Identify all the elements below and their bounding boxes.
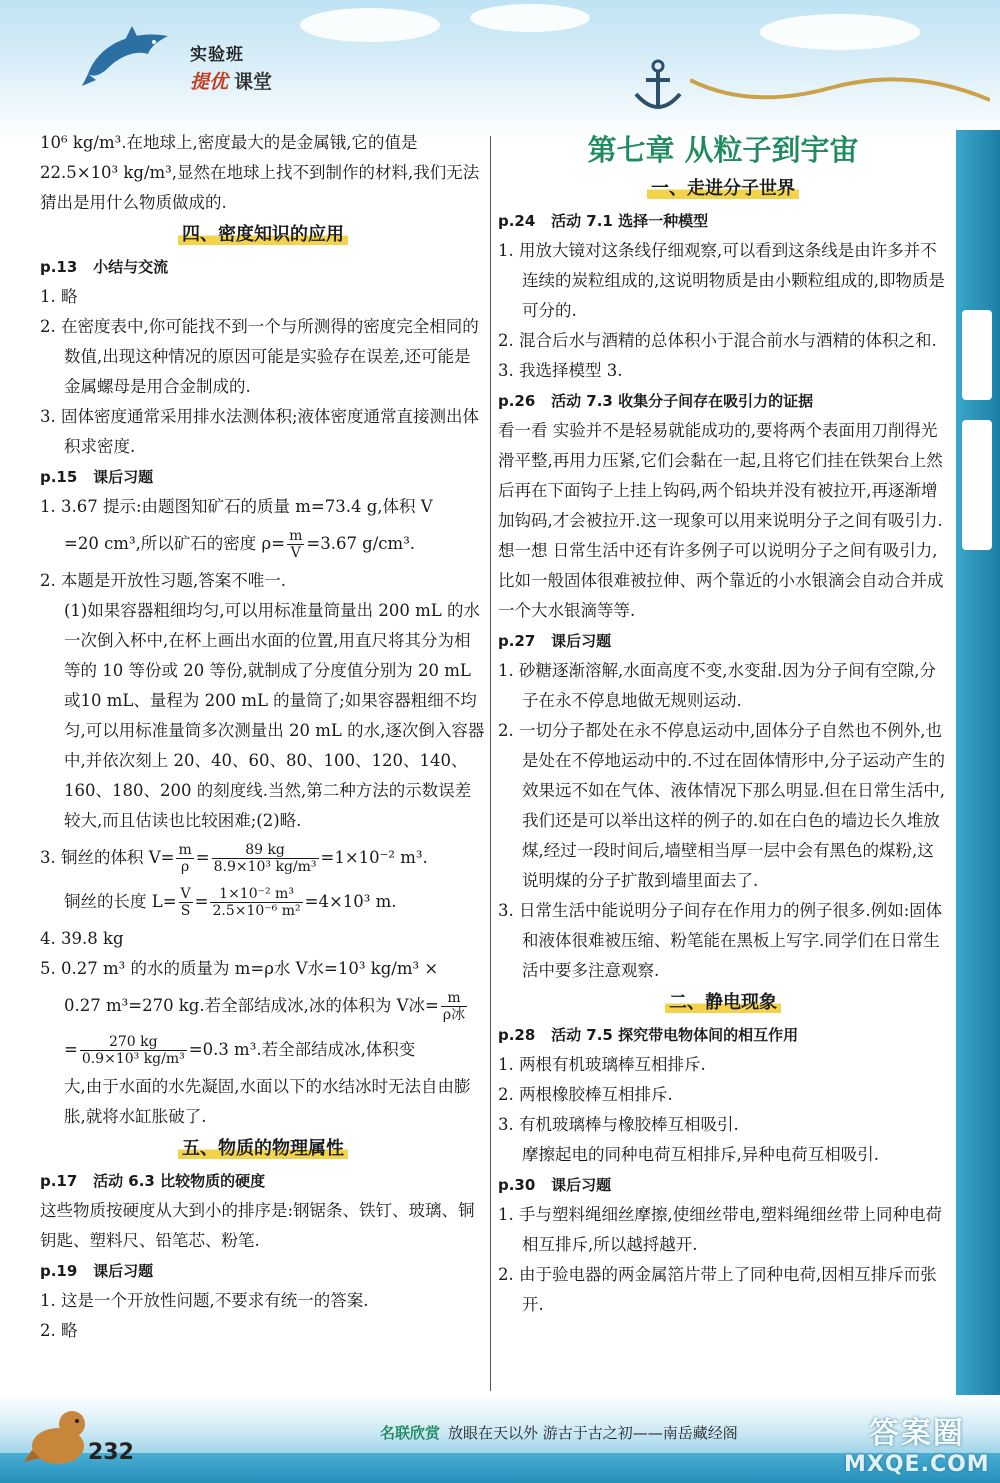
activity-heading: p.30 课后习题	[498, 1176, 612, 1194]
answer-item: 1. 这是一个开放性问题,不要求有统一的答案.	[40, 1291, 369, 1310]
answer-item: 1. 两根有机玻璃棒互相排斥.	[498, 1055, 706, 1074]
footer-quote	[380, 1422, 738, 1443]
right-column	[498, 128, 948, 1320]
logo-bottom-text: 课堂	[234, 71, 273, 93]
logo-top-text: 实验班	[190, 45, 244, 65]
equation-line: = $\frac{270 kg}{\text{0.9×10³ kg/m³}}$ =0.3 m³.若全部结成冰,体积变	[64, 1034, 416, 1067]
answer-item: 3. 日常生活中能说明分子间存在作用力的例子很多.例如:固体和液体很难被压缩、粉笔能在黑板上写字.同学们在日常生活中要多注意观察.	[498, 901, 943, 980]
anchor-icon	[628, 58, 688, 118]
answer-item: 1. 用放大镜对这条线仔细观察,可以看到这条线是由许多并不连续的炭粒组成的,这说明物质是由小颗粒组成的,即物质是可分的.	[498, 241, 945, 320]
answer-item: 5. 0.27 m³ 的水的质量为 m=ρ水 V水=10³ kg/m³ ×	[40, 959, 439, 978]
section-heading: 四、密度知识的应用	[40, 220, 486, 250]
side-decoration	[956, 130, 1000, 1430]
cloud-decoration	[300, 8, 440, 42]
answer-item: 2. 在密度表中,你可能找不到一个与所测得的密度完全相同的数值,出现这种情况的原因可能是实验存在误差,还可能是金属螺母是用合金制成的.	[40, 317, 479, 396]
series-logo	[190, 40, 272, 94]
dolphin-icon	[80, 22, 180, 92]
activity-heading: p.19 课后习题	[40, 1262, 154, 1280]
activity-heading: p.26 活动 7.3 收集分子间存在吸引力的证据	[498, 392, 814, 410]
intro-paragraph: 10⁶ kg/m³.在地球上,密度最大的是金属锇,它的值是 22.5×10³ kg/m³,显然在地球上找不到制作的材料,我们无法猜出是用什么物质做成的.	[40, 133, 480, 212]
section-heading: 二、静电现象	[498, 988, 948, 1018]
rope-icon	[690, 70, 990, 120]
column-divider	[490, 136, 491, 1391]
answer-item: 3. 有机玻璃棒与橡胶棒互相吸引.	[498, 1115, 739, 1134]
equation-line: 3. 铜丝的体积 V= $\frac{m}{\rho}$ = $\frac{89 kg}{\text{8.9×10³ kg/m³}}$ =1×10⁻² m³.	[40, 842, 428, 875]
quote-tag: 名联欣赏	[380, 1424, 441, 1442]
answer-item: 2. 略	[40, 1321, 78, 1340]
answer-item: 2. 两根橡胶棒互相排斥.	[498, 1085, 673, 1104]
answer-body: 这些物质按硬度从大到小的排序是:钢锯条、铁钉、玻璃、铜钥匙、塑料尺、铅笔芯、粉笔.	[40, 1201, 475, 1250]
answer-item: 3. 我选择模型 3.	[498, 361, 623, 380]
answer-item: 3. 固体密度通常采用排水法测体积;液体密度通常直接测出体积求密度.	[40, 407, 480, 456]
activity-heading: p.28 活动 7.5 探究带电物体间的相互作用	[498, 1026, 799, 1044]
answer-item: 1. 略	[40, 287, 78, 306]
answer-body: 看一看 实验并不是轻易就能成功的,要将两个表面用刀削得光滑平整,再用力压紧,它们会黏在一起,且将它们挂在铁架台上然后再在下面钩子上挂上钩码,两个铅块并没有被拉开,再逐渐增加钩码,才会被拉开.这一现象可以用来说明分子之间有吸引力.	[498, 421, 943, 530]
answer-item: 4. 39.8 kg	[40, 929, 124, 948]
logo-script-text: 提优	[190, 71, 229, 93]
watermark: 答案圈 MXQE.COM	[844, 1416, 990, 1477]
activity-heading: p.17 活动 6.3 比较物质的硬度	[40, 1172, 266, 1190]
answer-item: 1. 手与塑料绳细丝摩擦,使细丝带电,塑料绳细丝带上同种电荷相互排斥,所以越捋越开.	[498, 1205, 942, 1254]
activity-heading: p.24 活动 7.1 选择一种模型	[498, 212, 709, 230]
section-heading: 一、走进分子世界	[498, 174, 948, 204]
activity-heading: p.15 课后习题	[40, 468, 154, 486]
answer-item: 2. 由于验电器的两金属箔片带上了同种电荷,因相互排斥而张开.	[498, 1265, 937, 1314]
activity-heading: p.27 课后习题	[498, 632, 612, 650]
quote-text: 放眼在天以外 游古于古之初——南岳藏经阁	[448, 1424, 738, 1442]
equation-line: 铜丝的长度 L= $\frac{V}{S}$ = $\frac{\text{1×10⁻² m³}}{\text{2.5×10⁻⁶ m²}}$ =4×10³ m.	[64, 886, 397, 919]
page-header	[0, 0, 1000, 140]
answer-item: 1. 砂糖逐渐溶解,水面高度不变,水变甜.因为分子间有空隙,分子在永不停息地做无规则运动.	[498, 661, 936, 710]
equation-line: 0.27 m³=270 kg.若全部结成冰,冰的体积为 V冰= $\frac{m}{\text{ρ冰}}$	[64, 990, 466, 1023]
chapter-title: 第七章 从粒子到宇宙	[587, 133, 859, 167]
answer-item: 2. 混合后水与酒精的总体积小于混合前水与酒精的体积之和.	[498, 331, 937, 350]
answer-body: (1)如果容器粗细均匀,可以用标准量筒量出 200 mL 的水一次倒入杯中,在杯上画出水面的位置,用直尺将其分为相等的 10 等份或 20 等份,就制成了分度值分别为 20 mL 或10 mL、量程为 200 mL 的量筒了;如果容器粗细不均匀,可以用标准量筒多次测量出 20 mL 的水,逐次倒入容器中,并依次刻上 20、40、60、80、100、120、140、160、180、200 的刻度线.当然,第二种方法的示数误差较大,而且估读也比较困难;(2)略.	[64, 601, 485, 830]
sea-lion-icon	[22, 1400, 92, 1470]
activity-heading: p.13 小结与交流	[40, 258, 169, 276]
left-column	[40, 128, 486, 1346]
answer-item: 2. 一切分子都处在永不停息运动中,固体分子自然也不例外,也是处在不停地运动中的.不过在固体情形中,分子运动产生的效果远不如在气体、液体情况下那么明显.但在日常生活中,我们还是可以举出这样的例子的.如在白色的墙边长久堆放煤,经过一段时间后,墙壁相当厚一层中会有黑色的煤粉,这说明煤的分子扩散到墙里面去了.	[498, 721, 945, 890]
answer-body: 想一想 日常生活中还有许多例子可以说明分子之间有吸引力,比如一般固体很难被拉伸、两个靠近的小水银滴会自动合并成一个大水银滴等等.	[498, 541, 944, 620]
cloud-decoration	[470, 4, 590, 32]
equation-line: =20 cm³,所以矿石的密度 ρ= $\frac{m}{V}$ =3.67 g/cm³.	[64, 528, 416, 561]
answer-body: 摩擦起电的同种电荷互相排斥,异种电荷互相吸引.	[522, 1145, 879, 1164]
answer-body: 大,由于水面的水先凝固,水面以下的水结冰时无法自由膨胀,就将水缸胀破了.	[64, 1077, 471, 1126]
answer-item: 2. 本题是开放性习题,答案不唯一.	[40, 571, 286, 590]
cloud-decoration	[760, 14, 920, 50]
page-number: 232	[88, 1440, 134, 1465]
section-heading: 五、物质的物理属性	[40, 1134, 486, 1164]
answer-item: 1. 3.67 提示:由题图知矿石的质量 m=73.4 g,体积 V	[40, 497, 433, 516]
